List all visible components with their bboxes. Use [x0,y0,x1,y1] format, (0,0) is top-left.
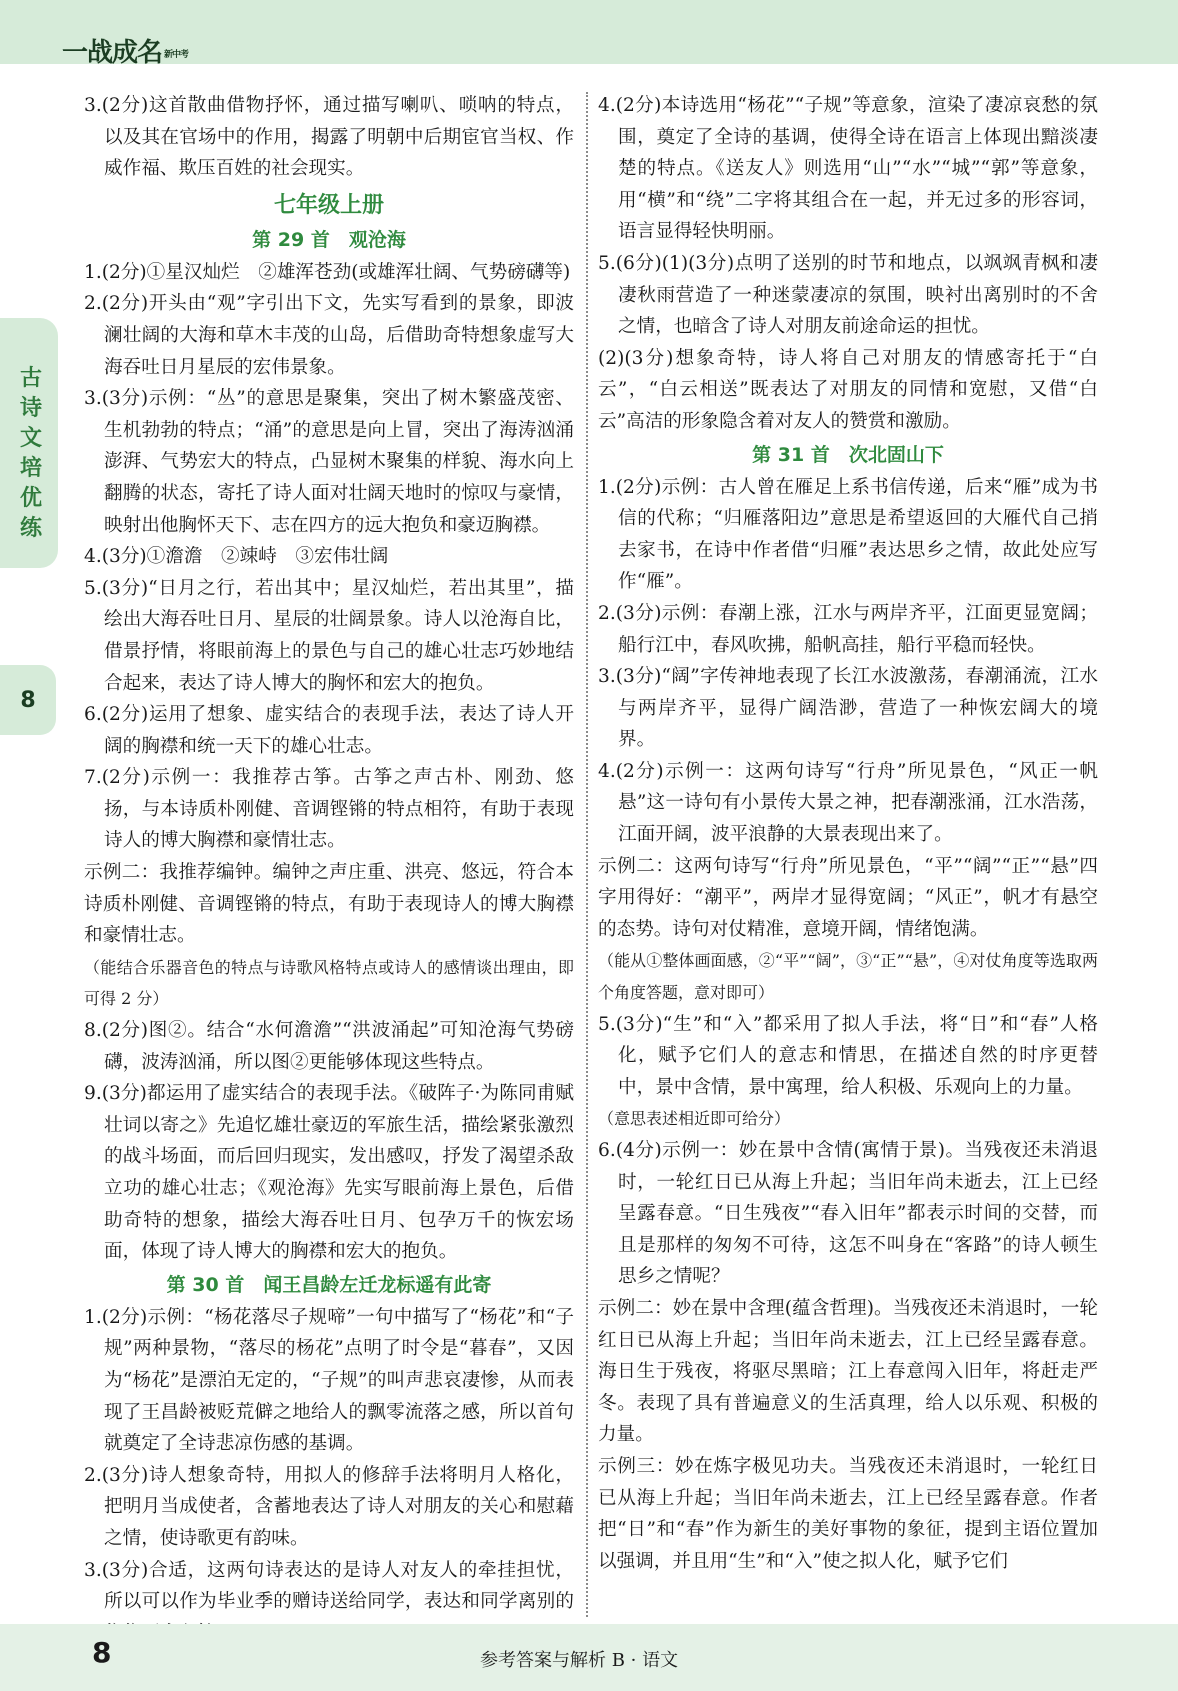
answer-item: 1.(2分)①星汉灿烂 ②雄浑苍劲(或雄浑壮阔、气势磅礴等) [84,261,571,283]
grading-note: （能从①整体画面感，②“平”“阔”，③“正”“悬”，④对仗角度等选取两个角度答题，意对即可） [598,951,1098,1003]
grading-note: （能结合乐器音色的特点与诗歌风格特点或诗人的感情谈出理由，即可得 2 分） [84,957,574,1009]
answer-item: 2.(3分)诗人想象奇特，用拟人的修辞手法将明月人格化，把明月当成使者，含蓄地表达了诗人对朋友的关心和慰藉之情，使诗歌更有韵味。 [84,1464,574,1549]
answer-item: 5.(3分)“日月之行，若出其中；星汉灿烂，若出其里”，描绘出大海吞吐日月、星辰的壮阔景象。诗人以沧海自比，借景抒情，将眼前海上的景色与自己的雄心壮志巧妙地结合起来，表达了诗人博大的胸怀和宏大的抱负。 [84,577,574,694]
answer-item: 5.(3分)“生”和“入”都采用了拟人手法，将“日”和“春”人格化，赋予它们人的意志和情思，在描述自然的时序更替中，景中含情，景中寓理，给人积极、乐观向上的力量。 [598,1013,1098,1098]
answer-item: 2.(3分)示例：春潮上涨，江水与两岸齐平，江面更显宽阔；船行江中，春风吹拂，船帆高挂，船行平稳而轻快。 [598,602,1098,656]
answer-example: 示例三：妙在炼字极见功夫。当残夜还未消退时，一轮红日已从海上升起；当旧年尚未逝去，江上已经呈露春意。作者把“日”和“春”作为新生的美好事物的象征，提到主语位置加以强调，并且用“生”和“入”使之拟人化，赋予它们 [598,1455,1098,1572]
grade-title: 七年级上册 [273,192,384,218]
section-side-tab-label: 古诗文培优练 [20,366,43,541]
right-column [598,90,1098,1577]
answer-example: 示例二：我推荐编钟。编钟之声庄重、洪亮、悠远，符合本诗质朴刚健、音调铿锵的特点，有助于表现诗人的博大胸襟和豪情壮志。 [84,862,574,947]
column-divider [586,92,588,1617]
answer-item: 3.(2分)这首散曲借物抒怀，通过描写喇叭、唢呐的特点，以及其在官场中的作用，揭露了明朝中后期宦官当权、作威作福、欺压百姓的社会现实。 [84,95,574,180]
answer-item: 3.(3分)合适，这两句诗表达的是诗人对友人的牵挂担忧，所以可以作为毕业季的赠诗送给同学，表达和同学离别的 [84,1559,574,1613]
footer-band [0,1624,1178,1691]
brand-logo: 一战成名 新中考 [62,38,189,68]
section-side-tab [0,318,58,568]
left-column [84,90,574,1649]
answer-item: 9.(3分)都运用了虚实结合的表现手法。《破阵子·为陈同甫赋壮词以寄之》先追忆雄壮豪迈的军旅生活，描绘紧张激烈的战斗场面，而后回归现实，发出感叹，抒发了渴望杀敌立功的雄心壮志；《观沧海》先实写眼前海上景色，后借助奇特的想象，描绘大海吞吐日月、包孕万千的恢宏场面，体现了诗人博大的胸襟和宏大的抱负。 [84,1083,574,1263]
poem-title-31: 第 31 首 次北固山下 [752,443,944,466]
answer-item: 4.(2分)本诗选用“杨花”“子规”等意象，渲染了凄凉哀愁的氛围，奠定了全诗的基调，使得全诗在语言上体现出黯淡凄楚的特点。《送友人》则选用“山”“水”“城”“郭”等意象，用“横”和“绕”二字将其组合在一起，并无过多的形容词，语言显得轻快明丽。 [598,95,1098,243]
answer-example: 示例二：妙在景中含理(蕴含哲理)。当残夜还未消退时，一轮红日已从海上升起；当旧年尚未逝去，江上已经呈露春意。海日生于残夜，将驱尽黑暗；江上春意闯入旧年，将赶走严冬。表现了具有普遍意义的生活真理，给人以乐观、积极的力量。 [598,1297,1098,1446]
poem-title-30: 第 30 首 闻王昌龄左迁龙标遥有此寄 [166,1273,492,1296]
answer-item: 2.(2分)开头由“观”字引出下文，先实写看到的景象，即波澜壮阔的大海和草木丰茂的山岛，后借助奇特想象虚写大海吞吐日月星辰的宏伟景象。 [84,293,574,378]
answer-item: 8.(2分)图②。结合“水何澹澹”“洪波涌起”可知沧海气势磅礴，波涛汹涌，所以图②更能够体现这些特点。 [84,1020,574,1073]
header-band [0,0,1178,68]
answer-example: 示例二：这两句诗写“行舟”所见景色，“平”“阔”“正”“悬”四字用得好：“潮平”，两岸才显得宽阔；“风正”，帆才有悬空的态势。诗句对仗精准，意境开阔，情绪饱满。 [598,855,1098,940]
footer-title: 参考答案与解析 B · 语文 [480,1650,679,1671]
answer-item: 4.(2分)示例一：这两句诗写“行舟”所见景色，“风正一帆悬”这一诗句有小景传大景之神，把春潮涨涌，江水浩荡，江面开阔，波平浪静的大景表现出来了。 [598,760,1098,846]
answer-item: 3.(3分)示例：“丛”的意思是聚集，突出了树木繁盛茂密、生机勃勃的特点；“涌”的意思是向上冒，突出了海涛汹涌澎湃、气势宏大的特点，凸显树木聚集的样貌、海水向上翻腾的状态，寄托了诗人面对壮阔天地时的惊叹与豪情，映射出他胸怀天下、志在四方的远大抱负和豪迈胸襟。 [84,388,574,536]
answer-item: 1.(2分)示例：“杨花落尽子规啼”一句中描写了“杨花”和“子规”两种景物，“落尽的杨花”点明了时令是“暮春”，又因为“杨花”是漂泊无定的，“子规”的叫声悲哀凄惨，从而表现了王昌龄被贬荒僻之地给人的飘零流落之感，所以首句就奠定了全诗悲凉伤感的基调。 [84,1306,574,1455]
answer-item: 7.(2分)示例一：我推荐古筝。古筝之声古朴、刚劲、悠扬，与本诗质朴刚健、音调铿锵的特点相符，有助于表现诗人的博大胸襟和豪情壮志。 [84,767,574,852]
answer-item: 6.(4分)示例一：妙在景中含情(寓情于景)。当残夜还未消退时，一轮红日已从海上升起；当旧年尚未逝去，江上已经呈露春意。“日生残夜”“春入旧年”都表示时间的交替，而且是那样的匆匆不可待，这怎不叫身在“客路”的诗人顿生思乡之情呢？ [598,1140,1098,1288]
answer-item: 3.(3分)“阔”字传神地表现了长江水波激荡，春潮涌流，江水与两岸齐平，显得广阔浩渺，营造了一种恢宏阔大的境界。 [598,666,1098,751]
answer-item: 5.(6分)(1)(3分)点明了送别的时节和地点，以飒飒青枫和凄凄秋雨营造了一种迷蒙凄凉的氛围，映衬出离别时的不舍之情，也暗含了诗人对朋友前途命运的担忧。 [598,252,1098,338]
answer-subpart: (2)(3分)想象奇特，诗人将自己对朋友的情感寄托于“白云”，“白云相送”既表达了对朋友的同情和宽慰，又借“白云”高洁的形象隐含着对友人的赞赏和激励。 [598,347,1098,432]
answer-item: 4.(3分)①澹澹 ②竦峙 ③宏伟壮阔 [84,546,389,568]
page-side-tab: 8 [0,665,56,735]
grading-note: （意思表述相近即可给分） [598,1109,791,1129]
page-number: 8 [92,1636,112,1669]
answer-item: 1.(2分)示例：古人曾在雁足上系书信传递，后来“雁”成为书信的代称；“归雁落阳边”意思是希望返回的大雁代自己捎去家书，在诗中作者借“归雁”表达思乡之情，故此处应写作“雁”。 [598,476,1098,593]
poem-title-29: 第 29 首 观沧海 [252,228,406,251]
answer-item: 6.(2分)运用了想象、虚实结合的表现手法，表达了诗人开阔的胸襟和统一天下的雄心壮志。 [84,704,574,757]
